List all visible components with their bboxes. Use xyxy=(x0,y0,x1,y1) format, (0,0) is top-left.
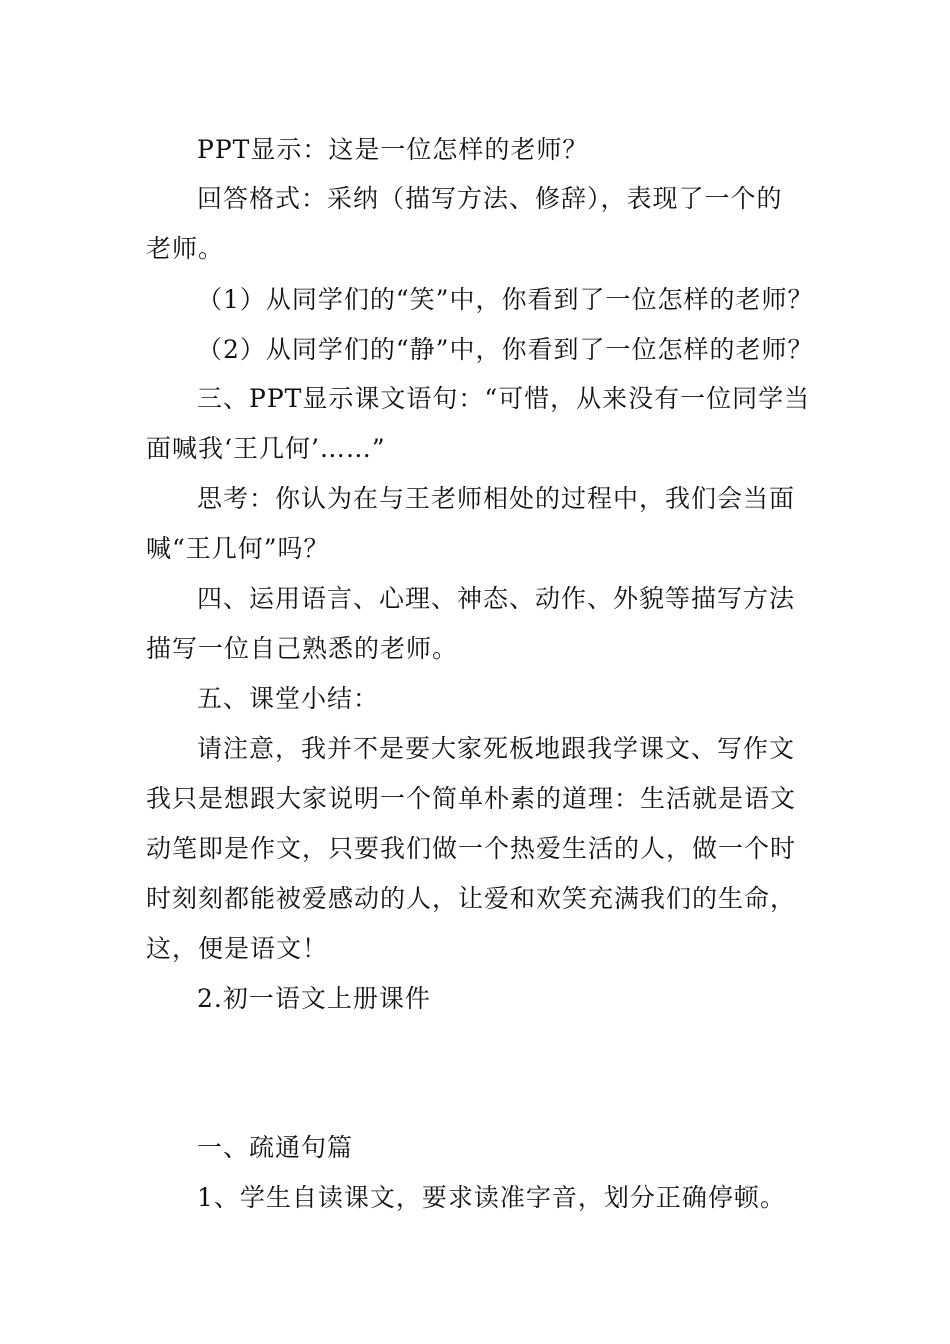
summary-line-2: 我只是想跟大家说明一个简单朴素的道理：生活就是语文 xyxy=(146,784,797,813)
section-3-continuation: 面喊我‘王几何’……” xyxy=(146,434,386,463)
summary-line-4: 时刻刻都能被爱感动的人，让爱和欢笑充满我们的生命， xyxy=(146,884,797,913)
answer-format-continuation: 老师。 xyxy=(146,234,225,263)
step-1-line: 1、学生自读课文，要求读准字音，划分正确停顿。 xyxy=(197,1183,786,1212)
thinking-continuation: 喊“王几何”吗？ xyxy=(146,534,330,563)
section-title-2: 2.初一语文上册课件 xyxy=(197,984,431,1013)
section-1-heading: 一、疏通句篇 xyxy=(197,1133,354,1162)
section-3-line: 三、PPT显示课文语句：“可惜，从来没有一位同学当 xyxy=(197,384,811,413)
ppt-question-line: PPT显示：这是一位怎样的老师？ xyxy=(197,135,589,164)
section-4-continuation: 描写一位自己熟悉的老师。 xyxy=(146,634,459,663)
thinking-line: 思考：你认为在与王老师相处的过程中，我们会当面 xyxy=(197,484,796,513)
section-4-line: 四、运用语言、心理、神态、动作、外貌等描写方法 xyxy=(197,584,796,613)
section-5-heading: 五、课堂小结： xyxy=(197,684,380,713)
summary-line-1: 请注意，我并不是要大家死板地跟我学课文、写作文 xyxy=(197,734,796,763)
question-1-line: （1）从同学们的“笑”中，你看到了一位怎样的老师？ xyxy=(197,285,814,314)
summary-line-3: 动笔即是作文，只要我们做一个热爱生活的人，做一个时 xyxy=(146,834,797,863)
answer-format-line: 回答格式：采纳（描写方法、修辞），表现了一个的 xyxy=(197,184,783,213)
summary-line-5: 这，便是语文！ xyxy=(146,934,329,963)
question-2-line: （2）从同学们的“静”中，你看到了一位怎样的老师？ xyxy=(197,335,814,364)
